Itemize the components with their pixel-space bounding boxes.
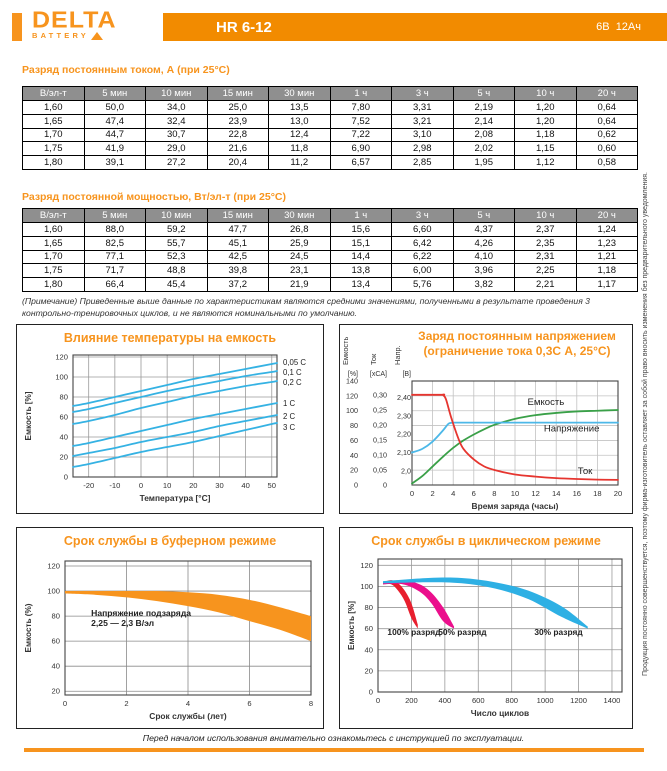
table-row xyxy=(23,128,638,142)
table-cell: 59,2 xyxy=(146,223,208,237)
svg-text:Емкость: Емкость xyxy=(527,396,565,408)
table-row xyxy=(23,236,638,250)
table-cell: 15,6 xyxy=(330,223,392,237)
column-header: 3 ч xyxy=(392,87,454,101)
svg-text:100% разряд: 100% разряд xyxy=(387,627,441,637)
table-cell: 47,4 xyxy=(84,114,146,128)
svg-text:[%]: [%] xyxy=(347,371,358,378)
svg-text:20: 20 xyxy=(350,465,358,475)
svg-text:2,0: 2,0 xyxy=(401,466,411,476)
table-cell: 2,19 xyxy=(453,101,515,115)
svg-text:Напр.: Напр. xyxy=(393,345,402,365)
table-cell: 2,37 xyxy=(515,223,577,237)
svg-text:Ток: Ток xyxy=(577,465,593,477)
table-cell: 6,90 xyxy=(330,142,392,156)
svg-text:1 C: 1 C xyxy=(283,399,296,408)
table-cell: 1,70 xyxy=(23,250,85,264)
svg-text:30: 30 xyxy=(215,481,224,490)
table-cell: 3,96 xyxy=(453,264,515,278)
logo-subtext: BATTERY xyxy=(32,31,89,40)
table-cell: 21,6 xyxy=(207,142,269,156)
table-cell: 50,0 xyxy=(84,101,146,115)
note-text: (Примечание) Приведенные выше данные по характеристикам являются средними значениями, полученными в результате проведения 3 контрольно-тренировочных циклов, и не являются номинальными по умолчанию. xyxy=(22,296,590,319)
svg-text:0,05: 0,05 xyxy=(373,465,387,475)
svg-text:0,25: 0,25 xyxy=(373,405,387,415)
table-cell: 88,0 xyxy=(84,223,146,237)
svg-text:100: 100 xyxy=(55,372,68,382)
column-header: 15 мин xyxy=(207,209,269,223)
table-cell: 13,8 xyxy=(330,264,392,278)
table-cell: 1,15 xyxy=(515,142,577,156)
table-cell: 77,1 xyxy=(84,250,146,264)
svg-text:80: 80 xyxy=(364,603,373,613)
table-cell: 27,2 xyxy=(146,156,208,170)
table-cell: 1,18 xyxy=(515,128,577,142)
svg-text:80: 80 xyxy=(350,421,358,431)
table-cell: 66,4 xyxy=(84,278,146,292)
chart3-title: Срок службы в буферном режиме xyxy=(63,534,277,548)
chart4-title: Срок службы в циклическом режиме xyxy=(371,534,601,548)
column-header: 30 мин xyxy=(269,209,331,223)
svg-text:80: 80 xyxy=(51,611,60,621)
table-cell: 3,82 xyxy=(453,278,515,292)
column-header: 10 мин xyxy=(146,87,208,101)
table-cell: 13,5 xyxy=(269,101,331,115)
table-cell: 1,95 xyxy=(453,156,515,170)
svg-text:0,15: 0,15 xyxy=(373,435,387,445)
svg-text:4: 4 xyxy=(451,489,456,498)
column-header: В/эл-т xyxy=(23,87,85,101)
table-cell: 71,7 xyxy=(84,264,146,278)
table-row xyxy=(23,278,638,292)
table-cell: 34,0 xyxy=(146,101,208,115)
svg-text:Температура [°C]: Температура [°C] xyxy=(139,493,211,503)
column-header: 10 мин xyxy=(146,209,208,223)
table-cell: 1,20 xyxy=(515,114,577,128)
svg-text:800: 800 xyxy=(505,696,519,705)
discharge-power-table xyxy=(22,208,638,292)
svg-text:6: 6 xyxy=(471,489,476,498)
svg-text:0: 0 xyxy=(63,472,68,482)
column-header: 10 ч xyxy=(515,209,577,223)
svg-text:12: 12 xyxy=(531,489,540,498)
table-row xyxy=(23,250,638,264)
svg-text:0,20: 0,20 xyxy=(373,420,387,430)
table-cell: 1,12 xyxy=(515,156,577,170)
table-cell: 0,60 xyxy=(576,142,638,156)
svg-text:40: 40 xyxy=(59,432,68,442)
column-header: 5 ч xyxy=(453,209,515,223)
svg-text:6: 6 xyxy=(247,699,252,708)
svg-text:2,10: 2,10 xyxy=(397,448,411,458)
svg-text:0: 0 xyxy=(409,489,415,498)
table-cell: 1,70 xyxy=(23,128,85,142)
svg-text:100: 100 xyxy=(360,581,373,591)
table-cell: 41,9 xyxy=(84,142,146,156)
svg-text:8: 8 xyxy=(308,699,314,708)
svg-text:1400: 1400 xyxy=(603,696,621,705)
svg-text:100: 100 xyxy=(47,586,60,596)
chart2-title: Заряд постоянным напряжением xyxy=(418,329,616,343)
table-cell: 4,10 xyxy=(453,250,515,264)
header-bar xyxy=(163,13,667,41)
table-cell: 24,5 xyxy=(269,250,331,264)
svg-text:50% разряд: 50% разряд xyxy=(438,627,487,637)
table-cell: 45,1 xyxy=(207,236,269,250)
table-cell: 48,8 xyxy=(146,264,208,278)
svg-text:Время заряда (часы): Время заряда (часы) xyxy=(471,501,559,511)
svg-text:2,40: 2,40 xyxy=(397,393,411,403)
table-cell: 2,35 xyxy=(515,236,577,250)
table-cell: 1,60 xyxy=(23,101,85,115)
svg-text:1200: 1200 xyxy=(570,696,588,705)
svg-text:60: 60 xyxy=(364,624,373,634)
table-cell: 1,17 xyxy=(576,278,638,292)
table-row xyxy=(23,264,638,278)
svg-text:0: 0 xyxy=(62,699,68,708)
table-cell: 7,80 xyxy=(330,101,392,115)
svg-text:0: 0 xyxy=(383,480,387,490)
table-cell: 1,23 xyxy=(576,236,638,250)
table-row xyxy=(23,101,638,115)
table-cell: 37,2 xyxy=(207,278,269,292)
cyclic-life-canvas xyxy=(340,528,632,728)
table-cell: 3,21 xyxy=(392,114,454,128)
table-cell: 6,60 xyxy=(392,223,454,237)
svg-text:50: 50 xyxy=(267,481,276,490)
delta-logo xyxy=(32,9,152,40)
chart-cyclic-mode-life xyxy=(339,527,633,729)
svg-text:60: 60 xyxy=(51,636,60,646)
svg-text:20: 20 xyxy=(51,686,60,696)
table-cell: 1,65 xyxy=(23,114,85,128)
table-cell: 6,22 xyxy=(392,250,454,264)
svg-text:0: 0 xyxy=(354,480,358,490)
table-cell: 39,1 xyxy=(84,156,146,170)
svg-text:Ток: Ток xyxy=(369,353,378,365)
column-header: 20 ч xyxy=(576,209,638,223)
svg-text:120: 120 xyxy=(55,352,68,362)
chart-temperature-capacity xyxy=(16,324,324,514)
svg-text:3 C: 3 C xyxy=(283,423,296,432)
table-cell: 25,0 xyxy=(207,101,269,115)
svg-text:600: 600 xyxy=(471,696,485,705)
svg-text:2: 2 xyxy=(124,699,129,708)
svg-text:400: 400 xyxy=(438,696,452,705)
table-cell: 6,57 xyxy=(330,156,392,170)
model-title: HR 6-12 xyxy=(216,18,272,36)
table-cell: 82,5 xyxy=(84,236,146,250)
column-header: 1 ч xyxy=(330,209,392,223)
column-header: 5 мин xyxy=(84,209,146,223)
svg-text:-20: -20 xyxy=(83,481,95,490)
svg-text:Срок службы (лет): Срок службы (лет) xyxy=(149,711,227,721)
svg-text:2 C: 2 C xyxy=(283,412,296,421)
column-header: 3 ч xyxy=(392,209,454,223)
svg-text:0,1 C: 0,1 C xyxy=(283,368,302,377)
svg-text:0,2 C: 0,2 C xyxy=(283,378,302,387)
discharge-current-table xyxy=(22,86,638,170)
column-header: 30 мин xyxy=(269,87,331,101)
svg-text:Напряжение: Напряжение xyxy=(543,423,600,435)
svg-text:2,25 — 2,3 В/эл: 2,25 — 2,3 В/эл xyxy=(91,618,155,629)
table-cell: 0,58 xyxy=(576,156,638,170)
table-cell: 2,08 xyxy=(453,128,515,142)
svg-text:80: 80 xyxy=(59,392,68,402)
logo-triangle-icon xyxy=(91,32,103,40)
svg-text:8: 8 xyxy=(492,489,497,498)
svg-text:[xCA]: [xCA] xyxy=(369,371,387,378)
table-cell: 13,0 xyxy=(269,114,331,128)
table-cell: 11,8 xyxy=(269,142,331,156)
table-cell: 1,65 xyxy=(23,236,85,250)
table-cell: 22,8 xyxy=(207,128,269,142)
footer-bar xyxy=(24,748,644,752)
svg-text:0,05 C: 0,05 C xyxy=(283,358,306,367)
column-header: 1 ч xyxy=(330,87,392,101)
column-header: 10 ч xyxy=(515,87,577,101)
svg-text:14: 14 xyxy=(551,489,561,498)
table-cell: 55,7 xyxy=(146,236,208,250)
column-header: 15 мин xyxy=(207,87,269,101)
battery-specs: 6В 12Ач xyxy=(596,21,641,33)
table-cell: 1,80 xyxy=(23,156,85,170)
svg-text:120: 120 xyxy=(47,561,60,571)
svg-text:10: 10 xyxy=(510,489,520,498)
table-cell: 5,76 xyxy=(392,278,454,292)
table-cell: 52,3 xyxy=(146,250,208,264)
table-cell: 0,62 xyxy=(576,128,638,142)
column-header: В/эл-т xyxy=(23,209,85,223)
discharge-power-title: Разряд постоянной мощностью, Вт/эл-т (при 25°С) xyxy=(22,191,286,203)
svg-text:60: 60 xyxy=(350,435,358,445)
table-cell: 7,22 xyxy=(330,128,392,142)
table-cell: 45,4 xyxy=(146,278,208,292)
table-cell: 2,02 xyxy=(453,142,515,156)
table-row xyxy=(23,142,638,156)
svg-text:Емкость (%): Емкость (%) xyxy=(24,603,33,653)
logo-flag xyxy=(12,13,22,41)
table-cell: 3,10 xyxy=(392,128,454,142)
chart2-subtitle: (ограничение тока 0,3С А, 25°С) xyxy=(423,344,611,358)
svg-text:Емкость [%]: Емкость [%] xyxy=(24,391,33,441)
svg-text:20: 20 xyxy=(364,666,373,676)
svg-text:40: 40 xyxy=(241,481,250,490)
table-cell: 23,9 xyxy=(207,114,269,128)
table-cell: 2,31 xyxy=(515,250,577,264)
table-cell: 14,4 xyxy=(330,250,392,264)
svg-text:[B]: [B] xyxy=(402,371,411,378)
svg-text:140: 140 xyxy=(346,376,358,386)
svg-text:20: 20 xyxy=(613,489,623,498)
table-cell: 12,4 xyxy=(269,128,331,142)
table-cell: 23,1 xyxy=(269,264,331,278)
table-cell: 1,75 xyxy=(23,142,85,156)
svg-text:40: 40 xyxy=(364,645,373,655)
column-header: 5 мин xyxy=(84,87,146,101)
svg-text:0: 0 xyxy=(375,696,381,705)
table-cell: 21,9 xyxy=(269,278,331,292)
svg-text:200: 200 xyxy=(405,696,418,705)
table-cell: 1,21 xyxy=(576,250,638,264)
table-cell: 2,25 xyxy=(515,264,577,278)
temperature-capacity-canvas xyxy=(17,325,323,513)
table-cell: 1,75 xyxy=(23,264,85,278)
table-cell: 20,4 xyxy=(207,156,269,170)
logo-wordmark: DELTA xyxy=(32,7,117,33)
svg-text:0: 0 xyxy=(368,687,373,697)
table-cell: 13,4 xyxy=(330,278,392,292)
footer-instruction: Перед началом использования внимательно ознакомьтесь с инструкцией по эксплуатации. xyxy=(142,733,525,743)
column-header: 5 ч xyxy=(453,87,515,101)
table-cell: 1,20 xyxy=(515,101,577,115)
svg-text:0: 0 xyxy=(138,481,144,490)
svg-text:16: 16 xyxy=(572,489,582,498)
svg-text:Напряжение подзаряда: Напряжение подзаряда xyxy=(91,608,192,619)
buffer-life-canvas xyxy=(17,528,323,728)
table-cell: 25,9 xyxy=(269,236,331,250)
side-disclaimer: Продукция постоянно совершенствуется, поэтому фирма-изготовитель оставляет за собой право вносить изменения без предварительного уведомления. xyxy=(642,172,649,677)
table-cell: 6,42 xyxy=(392,236,454,250)
svg-text:18: 18 xyxy=(593,489,602,498)
table-cell: 29,0 xyxy=(146,142,208,156)
table-cell: 1,60 xyxy=(23,223,85,237)
svg-text:40: 40 xyxy=(350,450,358,460)
svg-text:120: 120 xyxy=(346,391,358,401)
svg-text:2: 2 xyxy=(430,489,435,498)
table-cell: 44,7 xyxy=(84,128,146,142)
table-cell: 1,80 xyxy=(23,278,85,292)
svg-text:20: 20 xyxy=(59,452,68,462)
table-row xyxy=(23,156,638,170)
table-cell: 32,4 xyxy=(146,114,208,128)
table-cell: 42,5 xyxy=(207,250,269,264)
svg-text:2,30: 2,30 xyxy=(397,411,411,421)
table-cell: 6,00 xyxy=(392,264,454,278)
svg-text:Емкость [%]: Емкость [%] xyxy=(347,600,356,651)
table-cell: 30,7 xyxy=(146,128,208,142)
table-cell: 0,64 xyxy=(576,101,638,115)
svg-text:0,30: 0,30 xyxy=(373,390,387,400)
table-cell: 7,52 xyxy=(330,114,392,128)
discharge-current-title: Разряд постоянным током, А (при 25°С) xyxy=(22,64,230,76)
table-cell: 39,8 xyxy=(207,264,269,278)
svg-text:120: 120 xyxy=(360,560,373,570)
svg-text:100: 100 xyxy=(346,406,358,416)
svg-text:-10: -10 xyxy=(109,481,121,490)
svg-text:40: 40 xyxy=(51,661,60,671)
svg-text:20: 20 xyxy=(189,481,198,490)
table-cell: 11,2 xyxy=(269,156,331,170)
table-cell: 2,21 xyxy=(515,278,577,292)
table-cell: 2,98 xyxy=(392,142,454,156)
table-cell: 1,18 xyxy=(576,264,638,278)
svg-text:Число циклов: Число циклов xyxy=(470,708,530,718)
table-cell: 3,31 xyxy=(392,101,454,115)
svg-text:30% разряд: 30% разряд xyxy=(534,627,583,637)
svg-text:4: 4 xyxy=(185,699,191,708)
table-row xyxy=(23,114,638,128)
table-cell: 0,64 xyxy=(576,114,638,128)
chart-constant-voltage-charge xyxy=(339,324,633,514)
table-cell: 47,7 xyxy=(207,223,269,237)
chart-buffer-mode-life xyxy=(16,527,324,729)
svg-text:1000: 1000 xyxy=(536,696,554,705)
svg-text:60: 60 xyxy=(59,412,68,422)
svg-text:0,10: 0,10 xyxy=(373,450,387,460)
table-cell: 4,26 xyxy=(453,236,515,250)
svg-text:2,20: 2,20 xyxy=(397,429,411,439)
svg-text:Емкость: Емкость xyxy=(341,336,350,365)
table-cell: 15,1 xyxy=(330,236,392,250)
table-cell: 26,8 xyxy=(269,223,331,237)
table-cell: 2,85 xyxy=(392,156,454,170)
column-header: 20 ч xyxy=(576,87,638,101)
table-cell: 2,14 xyxy=(453,114,515,128)
table-row xyxy=(23,223,638,237)
svg-text:10: 10 xyxy=(162,481,172,490)
table-cell: 4,37 xyxy=(453,223,515,237)
table-cell: 1,24 xyxy=(576,223,638,237)
chart1-title: Влияние температуры на емкость xyxy=(63,331,277,345)
